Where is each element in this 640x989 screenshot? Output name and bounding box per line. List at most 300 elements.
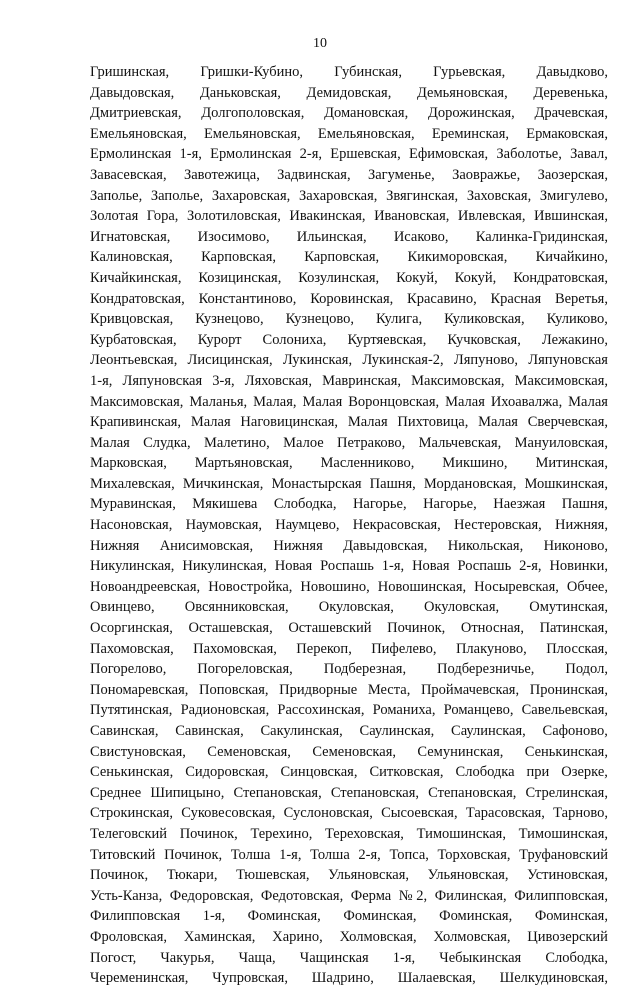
word: Мякишева: [192, 496, 258, 513]
word: Пихтовица,: [397, 414, 469, 431]
word: Ильинская,: [296, 228, 367, 245]
word: Строкинская,: [90, 805, 174, 822]
word: Демьяновская,: [416, 84, 508, 101]
word: Фоминская,: [534, 908, 608, 925]
word: Карповская,: [304, 249, 380, 266]
word: Завасевская,: [90, 166, 167, 183]
word: 1-я,: [381, 558, 405, 575]
word: Золотиловская,: [186, 208, 281, 225]
word: Звягинская,: [386, 187, 459, 204]
text-line: [90, 268, 608, 289]
word: Домановская,: [324, 105, 409, 122]
word: Кузнецово,: [195, 311, 264, 328]
word: Омутинская,: [529, 599, 608, 616]
word: Наговицинская,: [240, 414, 339, 431]
word: Сакулинская,: [260, 723, 343, 739]
word: Гришинская,: [90, 64, 170, 80]
word: Степановская,: [428, 784, 517, 801]
word: Наумцево,: [275, 517, 340, 534]
word: Малая: [478, 414, 518, 431]
word: Мануиловская,: [514, 434, 608, 451]
word: Кучковская,: [447, 331, 521, 348]
word: Куртяевская,: [347, 331, 427, 348]
text-line: [90, 536, 608, 557]
word: Никулинская,: [182, 558, 267, 575]
word: Сверчевская,: [527, 414, 608, 431]
word: Деревенька,: [533, 84, 608, 101]
word: Плакуново,: [455, 640, 527, 657]
word: Давыдовская,: [343, 537, 428, 554]
word: Гришки-Кубино,: [200, 64, 304, 80]
word: Кичайкино,: [535, 249, 608, 266]
word: Наумовская,: [185, 517, 263, 534]
word: Торховская,: [437, 846, 511, 863]
word: Ившинская,: [533, 208, 608, 225]
text-line: [90, 474, 608, 495]
text-line: [90, 742, 608, 763]
word: Драчевская,: [534, 105, 608, 122]
word: Анисимовская,: [159, 537, 254, 554]
word: Фоминская,: [247, 908, 321, 925]
word: Ивлевская,: [457, 208, 526, 225]
word: Степановская,: [330, 784, 420, 801]
word: Нестеровская,: [454, 517, 542, 534]
word: Петраково,: [337, 434, 406, 451]
word: Проймачевская,: [420, 681, 520, 698]
text-line: [90, 433, 608, 454]
text-line: [90, 494, 608, 515]
word: Малая: [445, 393, 485, 410]
word: Мальчевская,: [418, 434, 502, 451]
word: Нижняя,: [555, 517, 608, 534]
text-line: [90, 289, 608, 310]
word: Устиновская,: [527, 867, 608, 884]
word: Погорелово,: [90, 661, 167, 678]
word: Даньковская,: [199, 84, 281, 101]
text-line: [90, 906, 608, 927]
word: Филинская,: [434, 887, 507, 904]
word: Телеговский: [90, 825, 168, 842]
word: Некрасовская,: [352, 517, 441, 534]
text-line: [90, 453, 608, 474]
word: Сафоново,: [542, 723, 608, 739]
text-line: [90, 968, 608, 989]
word: Ляпуновская: [528, 352, 608, 369]
word: Ульяновская,: [328, 867, 410, 884]
word: Осташевский: [288, 620, 372, 637]
word: Семеновская,: [312, 743, 396, 760]
word: Задвинская,: [277, 166, 351, 183]
word: Овсянниковская,: [184, 599, 289, 616]
word: Места,: [367, 681, 411, 698]
word: Шалаевская,: [397, 970, 476, 987]
word: Малая: [90, 434, 130, 451]
word: Романиха,: [372, 702, 436, 719]
word: Череменинская,: [90, 970, 189, 987]
word: Фоминская,: [343, 908, 417, 925]
word: Починок,: [90, 867, 149, 884]
word: Осоргинская,: [90, 620, 173, 637]
word: Роспашь: [320, 558, 374, 575]
text-line: [90, 886, 608, 907]
word: Пронинская,: [529, 681, 608, 698]
word: Пахомовская,: [193, 640, 277, 657]
word: Максимовская,: [411, 372, 505, 389]
word: Малая: [190, 414, 231, 431]
word: Плосская,: [546, 640, 608, 657]
text-line: [90, 783, 608, 804]
text-line: [90, 597, 608, 618]
word: 3-я,: [212, 372, 235, 389]
word: Чебыкинская: [439, 949, 522, 966]
word: Савинская,: [90, 723, 159, 739]
word: Семеновская,: [207, 743, 291, 760]
word: Ульяновская,: [427, 867, 509, 884]
word: Носыревская,: [474, 578, 559, 595]
word: Кондратовская,: [513, 269, 608, 286]
word: Слудка,: [143, 434, 191, 451]
word: Карповская,: [201, 249, 276, 266]
word: Губинская,: [334, 64, 402, 80]
text-line: [90, 186, 608, 207]
word: Лежакино,: [541, 331, 608, 348]
word: Заозерская,: [537, 166, 608, 183]
word: Холмовская,: [433, 928, 511, 945]
word: Солониха,: [262, 331, 327, 348]
word: Тюкари,: [166, 867, 218, 884]
word: Толша: [310, 846, 350, 863]
word: Ляховская,: [244, 372, 312, 389]
word: Змигулево,: [539, 187, 608, 204]
word: Насоновская,: [90, 517, 173, 534]
word: Роспашь: [457, 558, 512, 575]
word: Хаминская,: [183, 928, 256, 945]
word: Ивановская,: [374, 208, 450, 225]
word: Заховская,: [466, 187, 532, 204]
word: Харино,: [272, 928, 323, 945]
word: Митинская,: [535, 455, 608, 472]
word: Овинцево,: [90, 599, 155, 616]
word: Обчее,: [566, 578, 608, 595]
word: Изосимово,: [197, 228, 270, 245]
text-line: [90, 865, 608, 886]
word: Веретья,: [554, 290, 608, 307]
word: Козулинская,: [298, 269, 380, 286]
word: Кокуй,: [454, 269, 497, 286]
word: Кичайкинская,: [90, 269, 182, 286]
word: Цивозерский: [527, 928, 608, 945]
word: Лисицинская,: [187, 352, 273, 369]
word: Чупровская,: [212, 970, 288, 987]
word: Нижняя: [273, 537, 323, 554]
word: Саулинская,: [359, 723, 435, 739]
text-line: [90, 62, 608, 83]
text-line: [90, 762, 608, 783]
text-line: [90, 206, 608, 227]
word: Семунинская,: [417, 743, 504, 760]
word: Путятинская,: [90, 702, 173, 719]
word: Козицинская,: [198, 269, 282, 286]
word: Красавино,: [407, 290, 477, 307]
text-line: [90, 803, 608, 824]
settlement-list: [90, 62, 608, 989]
word: Радионовская,: [180, 702, 270, 719]
word: Ляпуновская: [122, 372, 203, 389]
word: Давыдовская,: [90, 84, 175, 101]
text-line: [90, 247, 608, 268]
word: Кузнецово,: [285, 311, 354, 328]
text-line: [90, 144, 608, 165]
word: Ермаковская,: [526, 125, 608, 142]
word: Кокуй,: [396, 269, 438, 286]
word: Окуловская,: [424, 599, 500, 616]
word: Романцево,: [443, 702, 514, 719]
word: Федоровская,: [169, 887, 254, 904]
word: 1-я,: [392, 949, 416, 966]
word: Куликовская,: [444, 311, 525, 328]
word: Филипповская,: [514, 887, 608, 904]
word: 2-я,: [299, 146, 322, 163]
word: Фроловская,: [90, 928, 168, 945]
word: Завотежица,: [183, 166, 260, 183]
text-line: [90, 165, 608, 186]
word: Ермолинская: [210, 146, 292, 163]
word: Ферма: [350, 887, 392, 904]
word: Фоминская,: [439, 908, 513, 925]
word: Нижняя: [90, 537, 140, 554]
word: Чаща,: [238, 949, 276, 966]
word: Слободка: [455, 764, 515, 781]
word: Пашня,: [561, 496, 608, 513]
word: Дорожинская,: [427, 105, 515, 122]
word: Монастырская: [271, 475, 362, 492]
word: Калиновская,: [90, 249, 173, 266]
word: Емельяновская,: [90, 125, 187, 142]
word: Муравинская,: [90, 496, 176, 513]
word: Крапивинская,: [90, 414, 182, 431]
word: Пашня,: [369, 475, 416, 492]
word: 1-я,: [179, 146, 202, 163]
word: Нагорье,: [423, 496, 477, 513]
word: 1-я,: [202, 908, 226, 925]
word: Починок,: [179, 825, 238, 842]
word: 2-я,: [519, 558, 542, 575]
word: Завал,: [570, 146, 608, 163]
text-line: [90, 700, 608, 721]
text-line: [90, 350, 608, 371]
word: Никольская,: [447, 537, 524, 554]
text-line: [90, 577, 608, 598]
word: Рассохинская,: [277, 702, 365, 719]
word: Тимошинская,: [518, 825, 608, 842]
word: Маланья,: [189, 393, 248, 410]
word: при: [526, 764, 550, 781]
word: Лукинская-2,: [362, 352, 444, 369]
word: Среднее: [90, 784, 142, 801]
text-line: [90, 556, 608, 577]
word: Новинки,: [549, 558, 608, 575]
word: Ермолинская: [90, 146, 172, 163]
word: Малая,: [253, 393, 297, 410]
word: Захаровская,: [211, 187, 291, 204]
text-line: [90, 515, 608, 536]
text-line: [90, 680, 608, 701]
word: Погост,: [90, 949, 137, 966]
word: Малетино,: [203, 434, 270, 451]
word: № 2,: [398, 887, 428, 904]
word: Курорт: [197, 331, 242, 348]
text-line: [90, 412, 608, 433]
word: Новая: [412, 558, 450, 575]
word: Никоново,: [543, 537, 608, 554]
word: Кривцовская,: [90, 311, 174, 328]
word: Курбатовская,: [90, 331, 177, 348]
word: Слободка,: [545, 949, 608, 966]
word: Лукинская,: [282, 352, 353, 369]
word: Михалевская,: [90, 475, 175, 492]
word: Малая: [347, 414, 388, 431]
word: Пахомовская,: [90, 640, 174, 657]
word: Перекоп,: [296, 640, 352, 657]
word: Починок,: [164, 846, 223, 863]
word: Демидовская,: [306, 84, 392, 101]
word: Масленниково,: [320, 455, 415, 472]
word: Малая: [568, 393, 608, 410]
word: Тарасовская,: [465, 805, 545, 822]
word: Наезжая: [493, 496, 546, 513]
text-line: [90, 948, 608, 969]
word: Сенькинская,: [90, 764, 174, 781]
word: Подберезничье,: [437, 661, 535, 678]
word: Титовский: [90, 846, 156, 863]
word: Нагорье,: [352, 496, 407, 513]
word: Придворные: [279, 681, 358, 698]
word: Емельяновская,: [317, 125, 415, 142]
word: Чащинская: [299, 949, 369, 966]
word: Озерке,: [561, 764, 608, 781]
text-line: [90, 721, 608, 742]
word: Мордановская,: [423, 475, 517, 492]
word: Микшино,: [442, 455, 508, 472]
word: Давыдково,: [536, 64, 608, 80]
word: Воронцовская,: [348, 393, 440, 410]
word: Емельяновская,: [203, 125, 301, 142]
word: Леонтьевская,: [90, 352, 178, 369]
word: Тимошинская,: [416, 825, 506, 842]
word: Кикиморовская,: [407, 249, 508, 266]
word: Новостройка,: [208, 578, 293, 595]
text-line: [90, 639, 608, 660]
word: Тереховская,: [325, 825, 404, 842]
word: Мошкинская,: [524, 475, 608, 492]
word: Патинская,: [539, 620, 608, 637]
word: Мичкинская,: [182, 475, 264, 492]
word: Никулинская,: [90, 558, 175, 575]
text-line: [90, 83, 608, 104]
word: Савинская,: [175, 723, 244, 739]
word: Мавринская,: [322, 372, 401, 389]
word: Сысоевская,: [381, 805, 458, 822]
word: Золотая: [90, 208, 139, 225]
word: Ляпуново,: [453, 352, 519, 369]
word: Коровинская,: [310, 290, 394, 307]
word: 1-я,: [279, 846, 302, 863]
word: Заболотье,: [496, 146, 562, 163]
word: Стрелинская,: [525, 784, 608, 801]
word: Слободка,: [273, 496, 337, 513]
word: Новоандреевская,: [90, 578, 201, 595]
word: Ивакинская,: [289, 208, 366, 225]
word: Относная,: [460, 620, 524, 637]
word: Шелкудиновская,: [499, 970, 608, 987]
word: Гора,: [146, 208, 179, 225]
word: Поповская,: [199, 681, 269, 698]
word: Долгополовская,: [201, 105, 305, 122]
word: Степановская,: [233, 784, 322, 801]
word: Марковская,: [90, 455, 167, 472]
text-line: [90, 371, 608, 392]
word: Малая: [302, 393, 343, 410]
word: Калинка-Гридинская,: [475, 228, 608, 245]
word: Кондратовская,: [90, 290, 185, 307]
word: Малое: [283, 434, 324, 451]
word: Тарново,: [553, 805, 608, 822]
word: Мартьяновская,: [194, 455, 293, 472]
text-line: [90, 824, 608, 845]
word: Окуловская,: [318, 599, 394, 616]
word: Заовражье,: [452, 166, 521, 183]
text-line: [90, 927, 608, 948]
text-line: [90, 618, 608, 639]
word: 1-я,: [90, 372, 113, 389]
word: Подберезная,: [323, 661, 407, 678]
page-number: 10: [313, 36, 327, 51]
word: Труфановский: [519, 846, 608, 863]
word: Терехино,: [250, 825, 313, 842]
word: Новошино,: [300, 578, 370, 595]
word: Ершевская,: [330, 146, 401, 163]
word: Филипповская: [90, 908, 181, 925]
word: Холмовская,: [339, 928, 417, 945]
word: Ефимовская,: [408, 146, 489, 163]
word: Ситковская,: [369, 764, 444, 781]
word: Тюшевская,: [236, 867, 310, 884]
text-line: [90, 227, 608, 248]
word: Максимовская,: [514, 372, 608, 389]
word: 2-я,: [358, 846, 381, 863]
word: Синцовская,: [280, 764, 358, 781]
word: Суслоновская,: [283, 805, 373, 822]
word: Погореловская,: [197, 661, 293, 678]
word: Сидоровская,: [185, 764, 269, 781]
word: Константиново,: [198, 290, 297, 307]
word: Саулинская,: [451, 723, 526, 739]
word: Толша: [230, 846, 271, 863]
word: Пономаревская,: [90, 681, 189, 698]
word: Свистуновская,: [90, 743, 186, 760]
word: Савельевская,: [521, 702, 608, 719]
word: Шадрино,: [311, 970, 374, 987]
word: Ереминская,: [431, 125, 510, 142]
word: Исаково,: [393, 228, 449, 245]
word: Заполье,: [150, 187, 204, 204]
word: Чакурья,: [160, 949, 215, 966]
text-line: [90, 392, 608, 413]
word: Кулига,: [375, 311, 423, 328]
word: Топса,: [389, 846, 429, 863]
word: Сенькинская,: [524, 743, 608, 760]
word: Подол,: [565, 661, 608, 678]
